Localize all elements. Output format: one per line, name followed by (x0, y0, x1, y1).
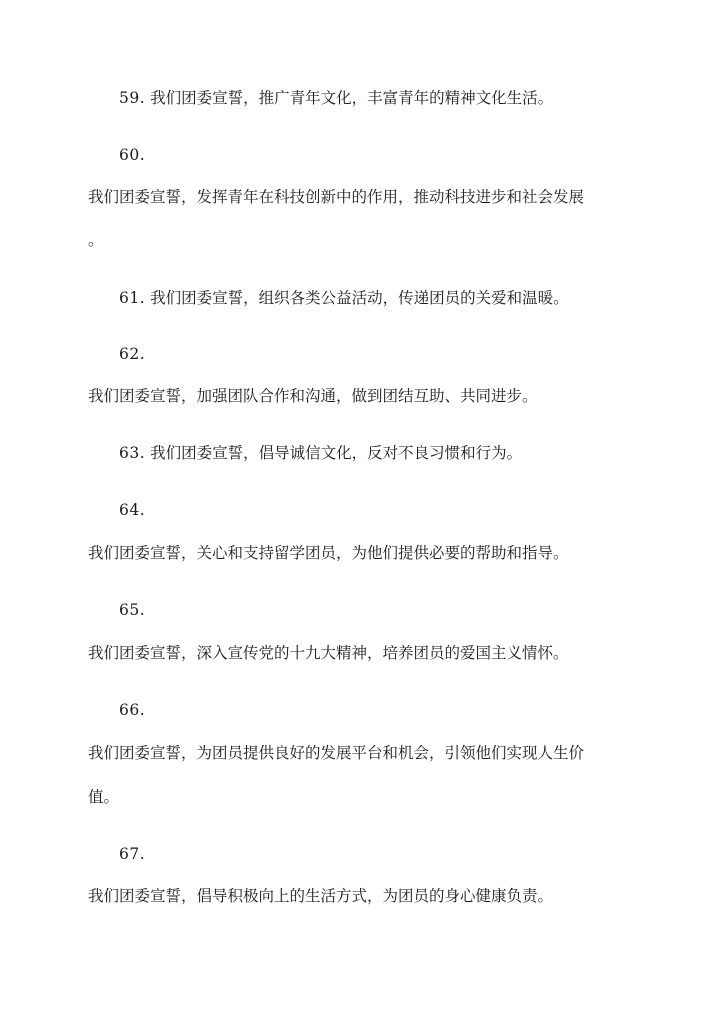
item-text-60-continuation: 。 (88, 231, 104, 249)
item-text-67: 我们团委宣誓，倡导积极向上的生活方式，为团员的身心健康负责。 (88, 887, 554, 905)
item-number-64: 64. (119, 501, 146, 519)
item-number-60: 60. (119, 146, 146, 164)
item-text: 我们团委宣誓，推广青年文化，丰富青年的精神文化生活。 (150, 89, 554, 107)
item-number: 61. (119, 289, 146, 307)
list-item-61 (119, 288, 569, 308)
item-text: 我们团委宣誓，组织各类公益活动，传递团员的关爱和温暖。 (150, 289, 569, 307)
item-number-62: 62. (119, 345, 146, 363)
item-number-65: 65. (119, 601, 146, 619)
item-text-65: 我们团委宣誓，深入宣传党的十九大精神，培养团员的爱国主义情怀。 (88, 644, 569, 662)
item-number-67: 67. (119, 845, 146, 863)
item-text-66: 我们团委宣誓，为团员提供良好的发展平台和机会，引领他们实现人生价 (88, 744, 585, 762)
item-text-60: 我们团委宣誓，发挥青年在科技创新中的作用，推动科技进步和社会发展 (88, 188, 585, 206)
item-text-66-continuation: 值。 (88, 788, 120, 806)
item-number: 59. (119, 89, 146, 107)
list-item-63 (119, 443, 522, 463)
item-text-64: 我们团委宣誓，关心和支持留学团员，为他们提供必要的帮助和指导。 (88, 544, 569, 562)
item-number-66: 66. (119, 701, 146, 719)
item-number: 63. (119, 444, 146, 462)
item-text-62: 我们团委宣誓，加强团队合作和沟通，做到团结互助、共同进步。 (88, 387, 538, 405)
list-item-59 (119, 88, 553, 108)
item-text: 我们团委宣誓，倡导诚信文化，反对不良习惯和行为。 (150, 444, 523, 462)
